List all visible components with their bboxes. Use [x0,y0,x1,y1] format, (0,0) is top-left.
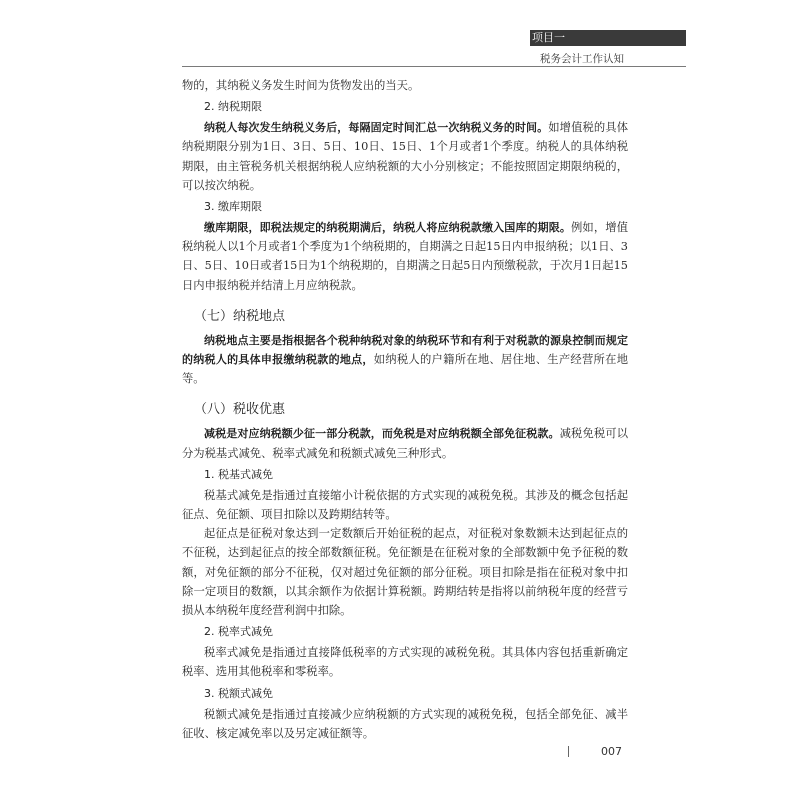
bold-definition: 缴库期限，即税法规定的纳税期满后，纳税人将应纳税款缴入国库的期限。 [204,221,572,235]
paragraph-base-reduction-2: 起征点是征税对象达到一定数额后开始征税的起点，对征税对象数额未达到起征点的不征税，达到起征点的按全部数额征税。免征额是在征税对象的全部数额中免予征税的数额，对免征额的部分不征税，仅对超过免征额的部分征税。项目扣除是指在征税对象中扣除一定项目的数额，以其余额作为依据计算税额。跨期结转是指将以前纳税年度的经营亏损从本纳税年度经营利润中扣除。 [182,527,628,618]
heading-deadline: 3. 缴库期限 [204,200,262,214]
paragraph-text: 如纳税人的户籍所在地、居住地、生产经营所在地等。 [182,353,628,386]
section-heading-tax-incentives: （八）税收优惠 [194,402,286,418]
paragraph-intro: 物的，其纳税义务发生时间为货物发出的当天。 [182,79,420,92]
paragraph-rate-reduction: 税率式减免是指通过直接降低税率的方式实现的减税免税。其具体内容包括重新确定税率、选用其他税率和零税率。 [182,646,628,679]
chapter-tab: 项目一 [530,30,686,46]
heading-amount-reduction: 3. 税额式减免 [204,686,273,700]
chapter-subtitle: 税务会计工作认知 [540,53,624,65]
bold-definition: 纳税地点主要是指根据各个税种纳税对象的纳税环节和有利于对税款的源泉控制而规定的纳税人的具体申报缴纳税款的地点， [182,333,628,367]
heading-tax-period: 2. 纳税期限 [204,100,262,114]
page-content [182,76,628,743]
footer-divider [568,746,569,757]
paragraph-tax-incentives [182,424,628,462]
paragraph-text: 如增值税的具体纳税期限分别为1日、3日、5日、10日、15日、1个月或者1个季度。纳税人的具体纳税期限，由主管税务机关根据纳税人应纳税额的大小分别核定；不能按照固定期限纳税的，可以按次纳税。 [182,121,628,192]
paragraph-deadline [182,218,628,295]
bold-definition: 减税是对应纳税额少征一部分税款，而免税是对应纳税额全部免征税款。 [204,427,560,441]
bold-definition: 纳税人每次发生纳税义务后，每隔固定时间汇总一次纳税义务的时间。 [204,121,549,135]
page-number: 007 [601,745,622,758]
paragraph-text: 减税免税可以分为税基式减免、税率式减免和税额式减免三种形式。 [182,427,628,460]
paragraph-text: 例如，增值税纳税人以1个月或者1个季度为1个纳税期的，自期满之日起15日内申报纳税；以1日、3日、5日、10日或者15日为1个纳税期的，自期满之日起5日内预缴税款，于次月1日起15日内申报纳税并结清上月应纳税款。 [182,221,628,292]
header-rule [182,66,686,67]
heading-rate-reduction: 2. 税率式减免 [204,625,273,639]
section-heading-tax-place: （七）纳税地点 [194,308,286,324]
paragraph-base-reduction-1: 税基式减免是指通过直接缩小计税依据的方式实现的减税免税。其涉及的概念包括起征点、免征额、项目扣除以及跨期结转等。 [182,488,628,522]
paragraph-tax-period [182,118,628,195]
heading-base-reduction: 1. 税基式减免 [204,467,273,481]
paragraph-amount-reduction: 税额式减免是指通过直接减少应纳税额的方式实现的减税免税，包括全部免征、减半征收、核定减免率以及另定减征额等。 [182,707,628,740]
paragraph-tax-place [182,331,628,389]
